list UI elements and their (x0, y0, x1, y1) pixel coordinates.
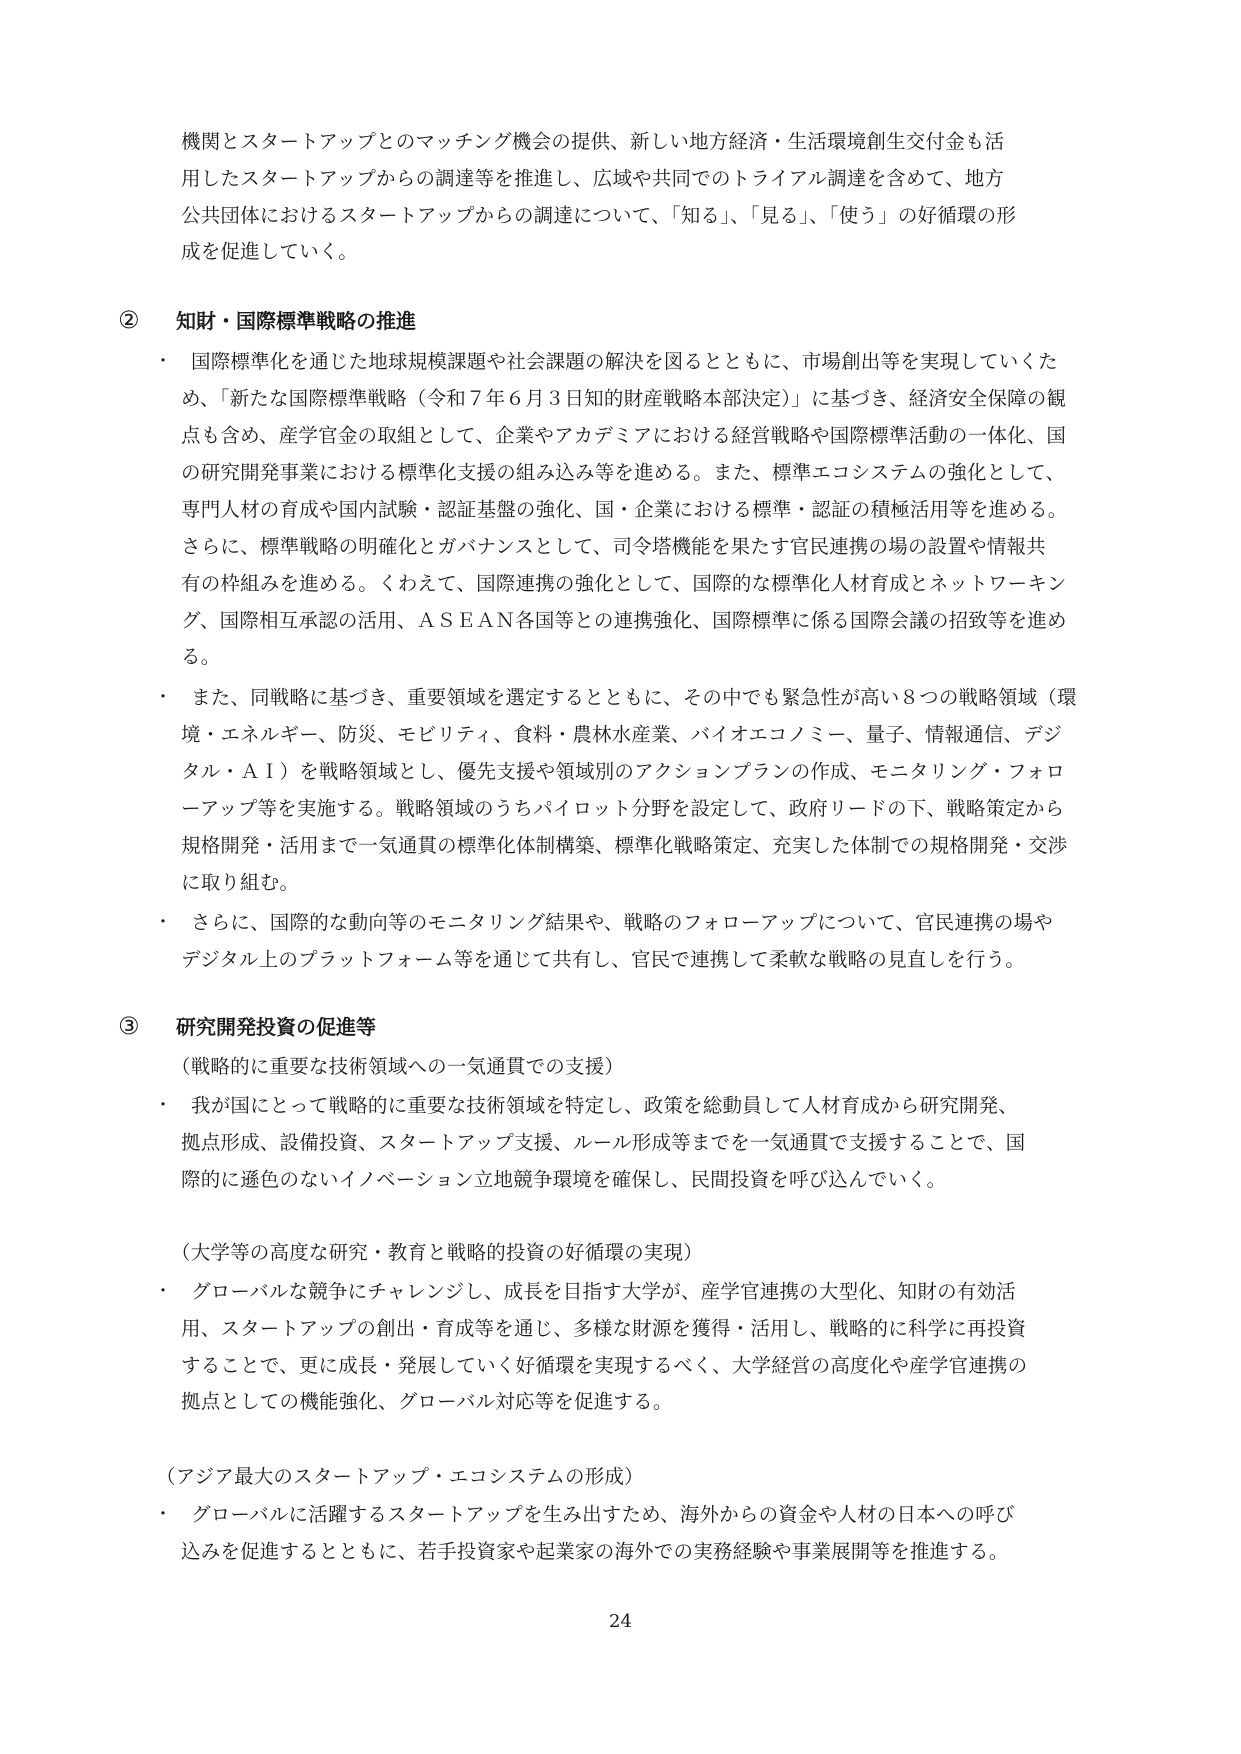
subsection-heading: （アジア最大のスタートアップ・エコシステムの形成） (156, 1465, 644, 1488)
bullet-line: 規格開発・活用まで一気通貫の標準化体制構築、標準化戦略策定、充実した体制での規格開発・交渉 (181, 834, 1068, 857)
subsection-heading: （大学等の高度な研究・教育と戦略的投資の好循環の実現） (171, 1241, 703, 1264)
bullet-line: の研究開発事業における標準化支援の組み込み等を進める。また、標準エコシステムの強化として、 (181, 461, 1066, 484)
page-number: 24 (609, 1611, 632, 1632)
bullet-mark: ・ (154, 912, 172, 933)
bullet-line: 拠点形成、設備投資、スタートアップ支援、ルール形成等までを一気通貫で支援することで、国 (181, 1131, 1026, 1154)
bullet-line: デジタル上のプラットフォーム等を通じて共有し、官民で連携して柔軟な戦略の見直しを行う。 (181, 948, 1025, 971)
subsection-heading: （戦略的に重要な技術領域への一気通貫での支援） (171, 1055, 625, 1078)
section-2-number: ② (118, 306, 140, 334)
bullet-line: タル・ＡＩ）を戦略領域とし、優先支援や領域別のアクションプランの作成、モニタリング・フォロ (181, 760, 1066, 783)
section-3-title: 研究開発投資の促進等 (176, 1015, 376, 1039)
section-3-number: ③ (118, 1012, 140, 1040)
bullet-mark: ・ (154, 1095, 172, 1116)
bullet-mark: ・ (154, 687, 172, 708)
section-2-title: 知財・国際標準戦略の推進 (176, 309, 416, 333)
intro-line: 機関とスタートアップとのマッチング機会の提供、新しい地方経済・生活環境創生交付金も活 (181, 130, 1005, 153)
bullet-line: る。 (181, 645, 221, 668)
bullet-line: グローバルな競争にチャレンジし、成長を目指す大学が、産学官連携の大型化、知財の有効活 (191, 1280, 1016, 1303)
bullet-line: 境・エネルギー、防災、モビリティ、食料・農林水産業、バイオエコノミー、量子、情報通信、デジ (181, 723, 1063, 746)
intro-line: 成を促進していく。 (181, 240, 358, 263)
bullet-line: することで、更に成長・発展していく好循環を実現するべく、大学経営の高度化や産学官連携の (181, 1354, 1028, 1377)
bullet-line: め、「新たな国際標準戦略（令和７年６月３日知的財産戦略本部決定）」に基づき、経済安全保障の観 (181, 387, 1067, 410)
bullet-line: さらに、国際的な動向等のモニタリング結果や、戦略のフォローアップについて、官民連携の場や (191, 911, 1053, 934)
bullet-line: 用、スタートアップの創出・育成等を通じ、多様な財源を獲得・活用し、戦略的に科学に再投資 (181, 1317, 1027, 1340)
bullet-line: 込みを促進するとともに、若手投資家や起業家の海外での実務経験や事業展開等を推進する。 (181, 1540, 1009, 1563)
bullet-mark: ・ (154, 351, 172, 372)
bullet-line: 際的に遜色のないイノベーション立地競争環境を確保し、民間投資を呼び込んでいく。 (181, 1168, 947, 1191)
intro-line: 公共団体におけるスタートアップからの調達について、「知る」、「見る」、「使う」の好循環の形 (181, 204, 1017, 227)
bullet-line: グローバルに活躍するスタートアップを生み出すため、海外からの資金や人材の日本への呼び (191, 1503, 1015, 1526)
bullet-line: 専門人材の育成や国内試験・認証基盤の強化、国・企業における標準・認証の積極活用等を進める。 (181, 498, 1068, 521)
bullet-mark: ・ (154, 1281, 172, 1302)
bullet-line: さらに、標準戦略の明確化とガバナンスとして、司令塔機能を果たす官民連携の場の設置や情報共 (181, 535, 1046, 558)
bullet-line: に取り組む。 (181, 871, 300, 894)
bullet-line: 拠点としての機能強化、グローバル対応等を促進する。 (181, 1390, 673, 1413)
bullet-line: また、同戦略に基づき、重要領域を選定するとともに、その中でも緊急性が高い８つの戦略領域（環 (191, 686, 1077, 709)
intro-line: 用したスタートアップからの調達等を推進し、広域や共同でのトライアル調達を含めて、地方 (181, 167, 1005, 190)
bullet-line: 国際標準化を通じた地球規模課題や社会課題の解決を図るとともに、市場創出等を実現していくた (191, 350, 1058, 373)
bullet-line: 点も含め、産学官金の取組として、企業やアカデミアにおける経営戦略や国際標準活動の一体化、国 (181, 424, 1067, 447)
bullet-line: 有の枠組みを進める。くわえて、国際連携の強化として、国際的な標準化人材育成とネットワーキン (181, 572, 1067, 595)
bullet-mark: ・ (154, 1504, 172, 1525)
bullet-line: ーアップ等を実施する。戦略領域のうちパイロット分野を設定して、政府リードの下、戦略策定から (181, 797, 1065, 820)
bullet-line: 我が国にとって戦略的に重要な技術領域を特定し、政策を総動員して人材育成から研究開発、 (191, 1094, 1019, 1117)
bullet-line: グ、国際相互承認の活用、ＡＳＥＡＮ各国等との連携強化、国際標準に係る国際会議の招致等を進め (181, 609, 1067, 632)
